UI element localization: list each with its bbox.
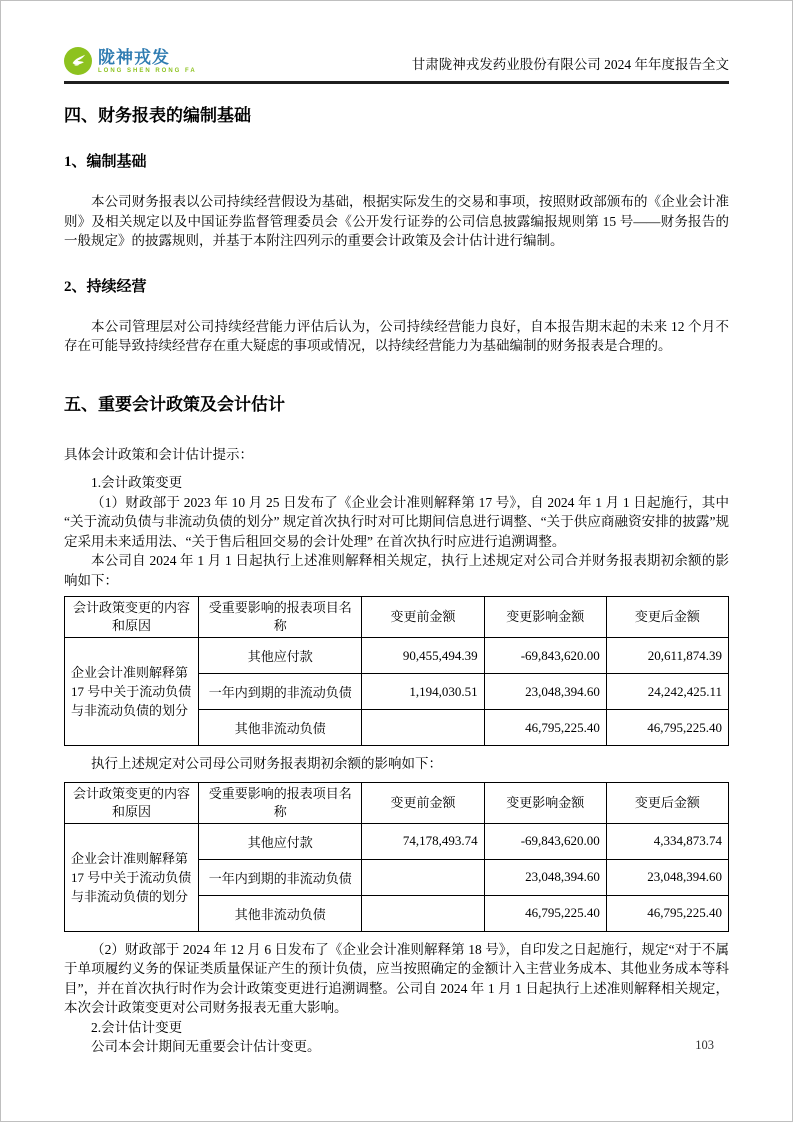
amount-after-cell: 46,795,225.40 — [606, 710, 728, 746]
column-header-after: 变更后金额 — [606, 597, 728, 638]
amount-before-cell: 1,194,030.51 — [362, 674, 484, 710]
amount-before-cell: 90,455,494.39 — [362, 638, 484, 674]
amount-before-cell: 74,178,493.74 — [362, 823, 484, 859]
item-cell: 其他应付款 — [199, 638, 362, 674]
policy-change-item-title: 1.会计政策变更 — [91, 475, 183, 490]
parent-company-impact-table — [64, 782, 729, 932]
paragraph-parent-impact-intro: 执行上述规定对公司母公司财务报表期初余额的影响如下： — [91, 756, 442, 771]
logo-text-block — [98, 49, 197, 74]
section-4-2-heading: 2、持续经营 — [64, 278, 147, 295]
column-header-before: 变更前金额 — [362, 782, 484, 823]
paragraph-estimate-change: 公司本会计期间无重要会计估计变更。 — [91, 1039, 321, 1054]
column-header-before: 变更前金额 — [362, 597, 484, 638]
amount-after-cell: 46,795,225.40 — [606, 895, 728, 931]
table-row — [65, 638, 729, 674]
amount-impact-cell: -69,843,620.00 — [484, 823, 606, 859]
estimate-change-item-title: 2.会计估计变更 — [91, 1019, 183, 1035]
column-header-item: 受重要影响的报表项目名称 — [199, 782, 362, 823]
item-cell: 其他非流动负债 — [199, 710, 362, 746]
amount-impact-cell: 46,795,225.40 — [484, 710, 606, 746]
column-header-after: 变更后金额 — [606, 782, 728, 823]
amount-before-cell — [362, 710, 484, 746]
paragraph-policy-change-2: （2）财政部于 2024 年 12 月 6 日发布了《企业会计准则解释第 18 号》，自印发之日起施行，规定“对于不属于单项履约义务的保证类质量保证产生的预计负债，应当按照确定的金额计入主营业务成本、其他业务成本等科目”，并在首次执行时作为会计政策变更进行追溯调整。公司自 2024 年 1 月 1 日起执行上述准则解释相关规定，本次会计政策变更对公司财务报表无重大影响。 — [64, 941, 729, 1015]
amount-after-cell: 24,242,425.11 — [606, 674, 728, 710]
column-header-impact: 变更影响金额 — [484, 782, 606, 823]
paragraph-going-concern: 本公司管理层对公司持续经营能力评估后认为，公司持续经营能力良好，自本报告期末起的未来 12 个月不存在可能导致持续经营存在重大疑虑的事项或情况，以持续经营能力为基础编制的财务报表是合理的。 — [64, 318, 729, 353]
section-4-1-heading: 1、编制基础 — [64, 154, 147, 170]
table-header-row — [65, 782, 729, 823]
logo-company-name-en: LONG SHEN RONG FA — [98, 67, 197, 74]
bird-swoosh-icon — [64, 47, 92, 75]
paragraph-preparation-basis: 本公司财务报表以公司持续经营假设为基础，根据实际发生的交易和事项，按照财政部颁布的《企业会计准则》及相关规定以及中国证券监督管理委员会《公开发行证券的公司信息披露编报规则第 15 号——财务报告的一般规定》的披露规则，并基于本附注四列示的重要会计政策及会计估计进行编制。 — [64, 194, 729, 248]
amount-impact-cell: -69,843,620.00 — [484, 638, 606, 674]
document-body — [1, 101, 792, 1057]
page-number: 103 — [695, 1038, 714, 1052]
section-5-heading: 五、重要会计政策及会计估计 — [64, 394, 285, 414]
column-header-reason: 会计政策变更的内容和原因 — [65, 782, 199, 823]
header-divider — [64, 81, 729, 84]
amount-after-cell: 20,611,874.39 — [606, 638, 728, 674]
amount-impact-cell: 23,048,394.60 — [484, 859, 606, 895]
paragraph-consolidated-impact-intro: 本公司自 2024 年 1 月 1 日起执行上述准则解释相关规定，执行上述规定对公司合并财务报表期初余额的影响如下： — [64, 553, 729, 588]
amount-after-cell: 23,048,394.60 — [606, 859, 728, 895]
page-header — [1, 1, 792, 81]
report-title: 甘肃陇神戎发药业股份有限公司 2024 年年度报告全文 — [411, 57, 729, 72]
item-cell: 一年内到期的非流动负债 — [199, 674, 362, 710]
amount-impact-cell: 23,048,394.60 — [484, 674, 606, 710]
paragraph-policy-change-1: （1）财政部于 2023 年 10 月 25 日发布了《企业会计准则解释第 17 号》，自 2024 年 1 月 1 日起施行，其中“关于流动负债与非流动负债的划分” 规定首次执行时对可比期间信息进行调整、“关于供应商融资安排的披露”规定采用未来适用法、“关于售后租回交易的会计处理” 在首次执行时应进行追溯调整。 — [64, 494, 729, 549]
section-4-heading: 四、财务报表的编制基础 — [64, 106, 251, 125]
logo-company-name: 陇神戎发 — [98, 47, 170, 67]
item-cell: 其他应付款 — [199, 823, 362, 859]
table-row — [65, 823, 729, 859]
item-cell: 一年内到期的非流动负债 — [199, 859, 362, 895]
column-header-reason: 会计政策变更的内容和原因 — [65, 597, 199, 638]
consolidated-impact-table — [64, 596, 729, 746]
amount-before-cell — [362, 895, 484, 931]
column-header-impact: 变更影响金额 — [484, 597, 606, 638]
policy-intro-line: 具体会计政策和会计估计提示： — [64, 446, 253, 462]
table-header-row — [65, 597, 729, 638]
amount-before-cell — [362, 859, 484, 895]
amount-after-cell: 4,334,873.74 — [606, 823, 728, 859]
policy-reason-cell: 企业会计准则解释第 17 号中关于流动负债与非流动负债的划分 — [65, 823, 199, 931]
column-header-item: 受重要影响的报表项目名称 — [199, 597, 362, 638]
policy-reason-cell: 企业会计准则解释第 17 号中关于流动负债与非流动负债的划分 — [65, 638, 199, 746]
amount-impact-cell: 46,795,225.40 — [484, 895, 606, 931]
company-logo — [64, 47, 197, 75]
item-cell: 其他非流动负债 — [199, 895, 362, 931]
